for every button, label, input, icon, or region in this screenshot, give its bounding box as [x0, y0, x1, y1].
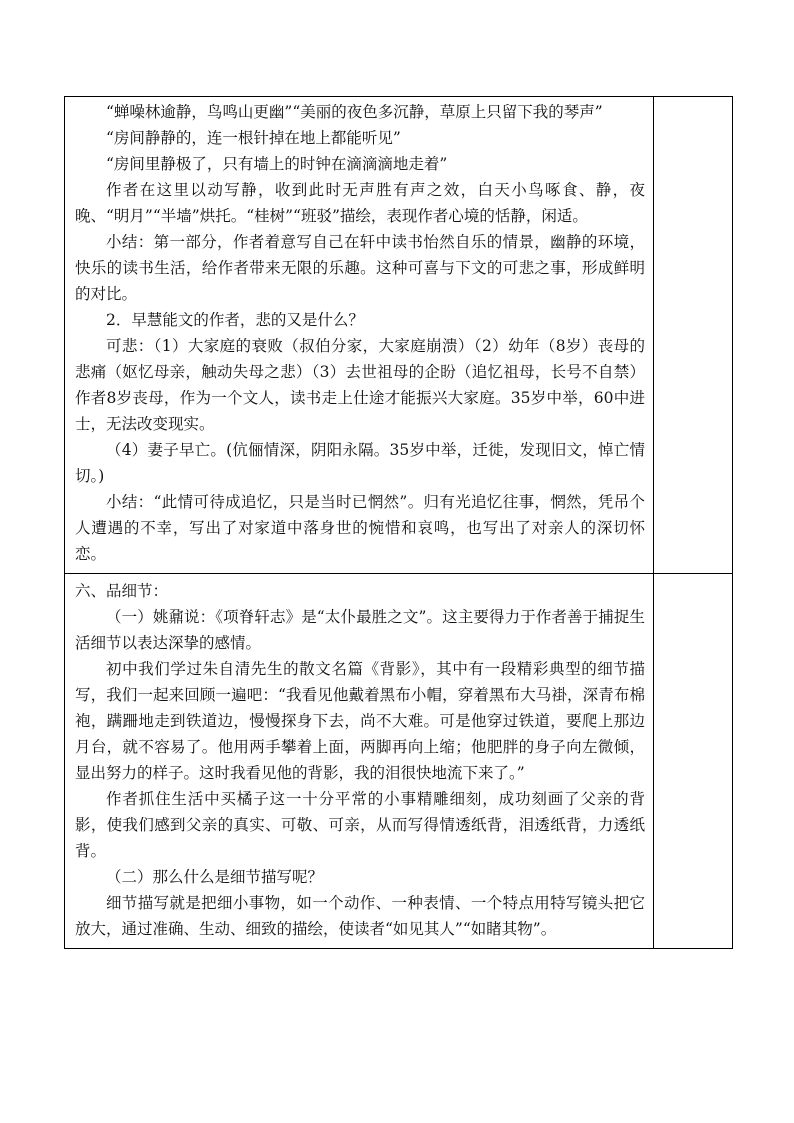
paragraph: 初中我们学过朱自清先生的散文名篇《背影》，其中有一段精彩典型的细节描写，我们一起来回顾一遍吧：“我看见他戴着黑布小帽，穿着黑布大马褂，深青布棉袍，蹒跚地走到铁道边，慢慢探身下去，尚不大难。可是他穿过铁道，要爬上那边月台，就不容易了。他用两手攀着上面，两脚再向上缩；他肥胖的身子向左微倾，显出努力的样子。这时我看见他的背影，我的泪很快地流下来了。”: [75, 660, 645, 782]
paragraph: 小结：第一部分，作者着意写自己在轩中读书怡然自乐的情景，幽静的环境，快乐的读书生活，给作者带来无限的乐趣。这种可喜与下文的可悲之事，形成鲜明的对比。: [75, 233, 645, 303]
paragraph: （4）妻子早亡。(伉俪情深，阴阳永隔。35岁中举，迁徙，发现旧文，悼亡情切。): [75, 441, 645, 485]
table-row: [65, 97, 733, 574]
notes-cell: [654, 574, 733, 949]
paragraph: “蝉噪林逾静，鸟鸣山更幽”“美丽的夜色多沉静，草原上只留下我的琴声”: [106, 103, 603, 121]
paragraph: 2．早慧能文的作者，悲的又是什么？: [106, 311, 364, 329]
paragraph: “房间静静的，连一根针掉在地上都能听见”: [106, 129, 401, 147]
paragraph: 细节描写就是把细小事物，如一个动作、一种表情、一个特点用特写镜头把它放大，通过准确、生动、细致的描绘，使读者“如见其人”“如睹其物”。: [75, 894, 645, 938]
paragraph: （一）姚鼐说：《项脊轩志》是“太仆最胜之文”。这主要得力于作者善于捕捉生活细节以表达深挚的感情。: [75, 608, 645, 652]
content-cell: [65, 574, 654, 949]
paragraph: （二）那么什么是细节描写呢？: [106, 868, 324, 886]
content-cell: [65, 97, 654, 574]
section-details: [65, 574, 653, 948]
paragraph: 作者在这里以动写静，收到此时无声胜有声之效，白天小鸟啄食、静，夜晚、“明月”“半墙”烘托。“桂树”“班驳”描绘，表现作者心境的恬静，闲适。: [75, 181, 645, 225]
paragraph: “房间里静极了，只有墙上的时钟在滴滴滴地走着”: [106, 155, 448, 173]
paragraph: 小结：“此情可待成追忆，只是当时已惘然”。归有光追忆往事，惘然，凭吊个人遭遇的不幸，写出了对家道中落身世的惋惜和哀鸣，也写出了对亲人的深切怀恋。: [75, 493, 645, 563]
paragraph: 作者抓住生活中买橘子这一十分平常的小事精雕细刻，成功刻画了父亲的背影，使我们感到父亲的真实、可敬、可亲，从而写得情透纸背，泪透纸背，力透纸背。: [75, 790, 645, 860]
section-quiet-and-sorrow: [65, 97, 653, 573]
section-heading: 六、品细节：: [75, 582, 169, 600]
notes-cell: [654, 97, 733, 574]
table-row: [65, 574, 733, 949]
paragraph: 可悲：（1）大家庭的衰败（叔伯分家，大家庭崩溃）（2）幼年（8岁）丧母的悲痛（妪忆母亲，触动失母之悲）（3）去世祖母的企盼（追忆祖母，长号不自禁）作者8岁丧母，作为一个文人，读书走上仕途才能振兴大家庭。35岁中举，60中进士，无法改变现实。: [75, 337, 645, 433]
lesson-table: [64, 96, 733, 949]
